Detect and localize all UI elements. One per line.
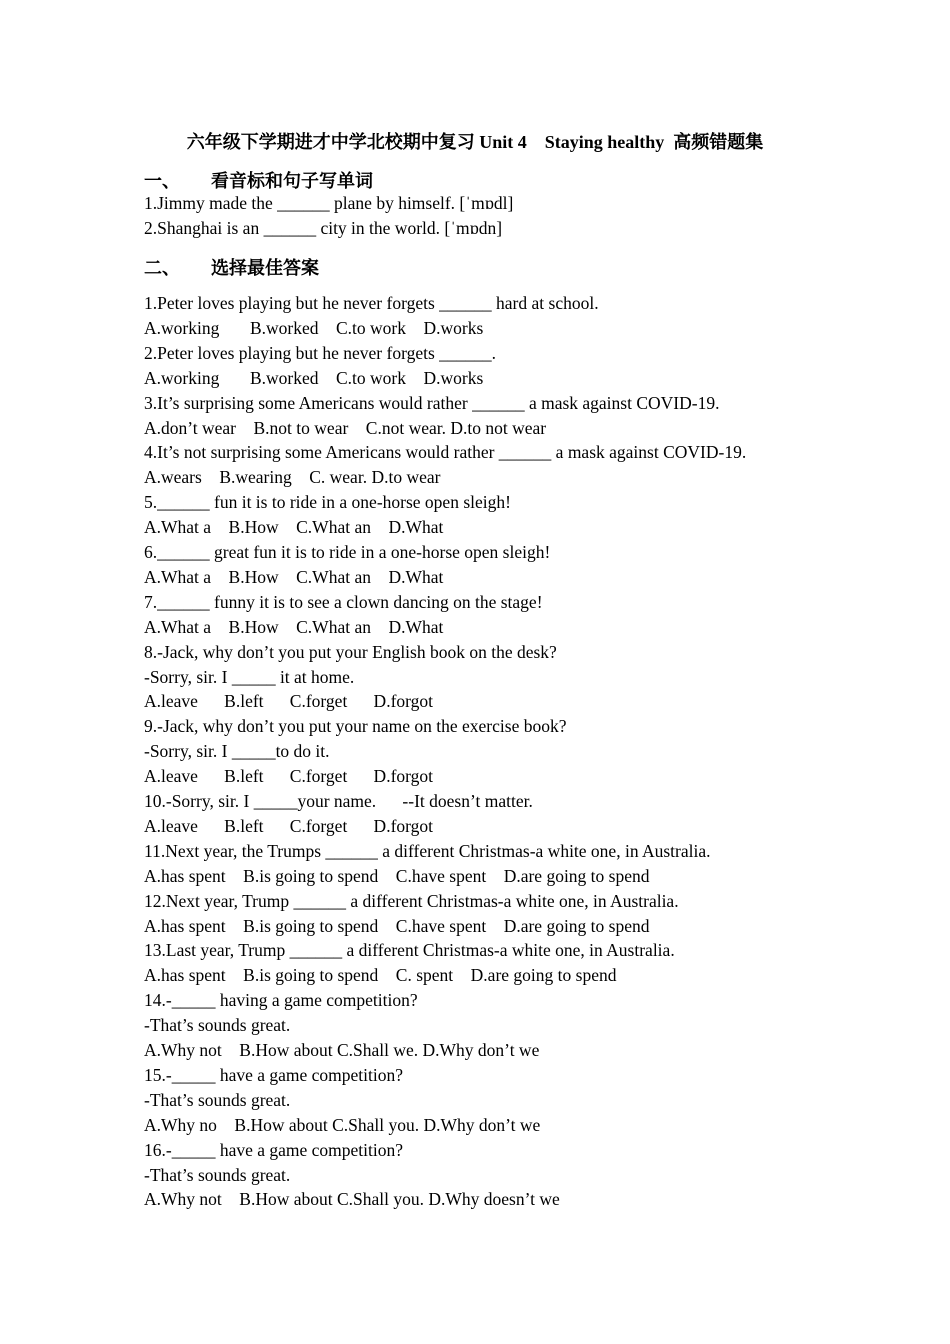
text-line: A.Why not B.How about C.Shall you. D.Why doesn’t we [144,1189,560,1210]
text-line: 16.-_____ have a game competition? [144,1139,404,1160]
text-line: 15.-_____ have a game competition? [144,1064,404,1085]
text-line: 12.Next year, Trump ______ a different Christmas-a white one, in Australia. [144,890,679,911]
text-line: 3.It’s surprising some Americans would rather ______ a mask against COVID-19. [144,392,720,413]
text-line: 2.Shanghai is an ______ city in the world. [ˈmɒdn] [144,218,503,238]
text-line: A.has spent B.is going to spend C. spent D.are going to spend [144,965,617,986]
text-line: 9.-Jack, why don’t you put your name on the exercise book? [144,716,567,737]
text-line: A.What a B.How C.What an D.What [144,566,444,587]
text-line: 8.-Jack, why don’t you put your English book on the desk? [144,641,557,662]
text-line: -That’s sounds great. [144,1015,291,1036]
section-heading-2 [144,254,319,280]
text-line: 10.-Sorry, sir. I _____your name. --It doesn’t matter. [144,791,533,811]
section-label: 选择最佳答案 [211,258,319,279]
text-line: A.Why not B.How about C.Shall we. D.Why don’t we [144,1040,540,1060]
section-heading-1 [144,167,373,193]
text-line: 14.-_____ having a game competition? [144,990,418,1011]
text-line: A.has spent B.is going to spend C.have spent D.are going to spend [144,915,650,936]
text-line: -That’s sounds great. [144,1089,291,1110]
text-line: A.What a B.How C.What an D.What [144,517,444,538]
text-line: A.don’t wear B.not to wear C.not wear. D.to not wear [144,417,547,438]
text-line: 6.______ great fun it is to ride in a one-horse open sleigh! [144,542,551,562]
text-line: A.has spent B.is going to spend C.have spent D.are going to spend [144,865,650,886]
section-number: 一、 [144,171,180,192]
text-line: -Sorry, sir. I _____to do it. [144,741,330,762]
text-line: -That’s sounds great. [144,1164,291,1185]
page-title: 六年级下学期进才中学北校期中复习 Unit 4 Staying healthy 高频错题集 [186,132,764,152]
text-line: A.What a B.How C.What an D.What [144,616,444,637]
text-line: A.working B.worked C.to work D.works [144,367,484,388]
section-label: 看音标和句子写单词 [211,171,373,192]
text-line: 1.Jimmy made the ______ plane by himself. [ˈmɒdl] [144,193,514,213]
text-line: A.leave B.left C.forget D.forgot [144,766,434,787]
text-line: A.wears B.wearing C. wear. D.to wear [144,467,441,488]
text-line: 13.Last year, Trump ______ a different Christmas-a white one, in Australia. [144,940,675,961]
text-line: 2.Peter loves playing but he never forgets ______. [144,342,497,363]
text-line: 1.Peter loves playing but he never forgets ______ hard at school. [144,293,599,313]
section-number: 二、 [144,258,180,279]
text-line: A.working B.worked C.to work D.works [144,317,484,338]
text-line: 7.______ funny it is to see a clown dancing on the stage! [144,591,543,612]
text-line: 4.It’s not surprising some Americans would rather ______ a mask against COVID-19. [144,442,747,463]
text-line: A.Why no B.How about C.Shall you. D.Why don’t we [144,1114,541,1135]
text-line: A.leave B.left C.forget D.forgot [144,691,434,712]
text-line: A.leave B.left C.forget D.forgot [144,815,434,836]
text-line: 11.Next year, the Trumps ______ a different Christmas-a white one, in Australia. [144,840,711,861]
text-line: -Sorry, sir. I _____ it at home. [144,666,355,687]
text-line: 5.______ fun it is to ride in a one-horse open sleigh! [144,492,511,513]
